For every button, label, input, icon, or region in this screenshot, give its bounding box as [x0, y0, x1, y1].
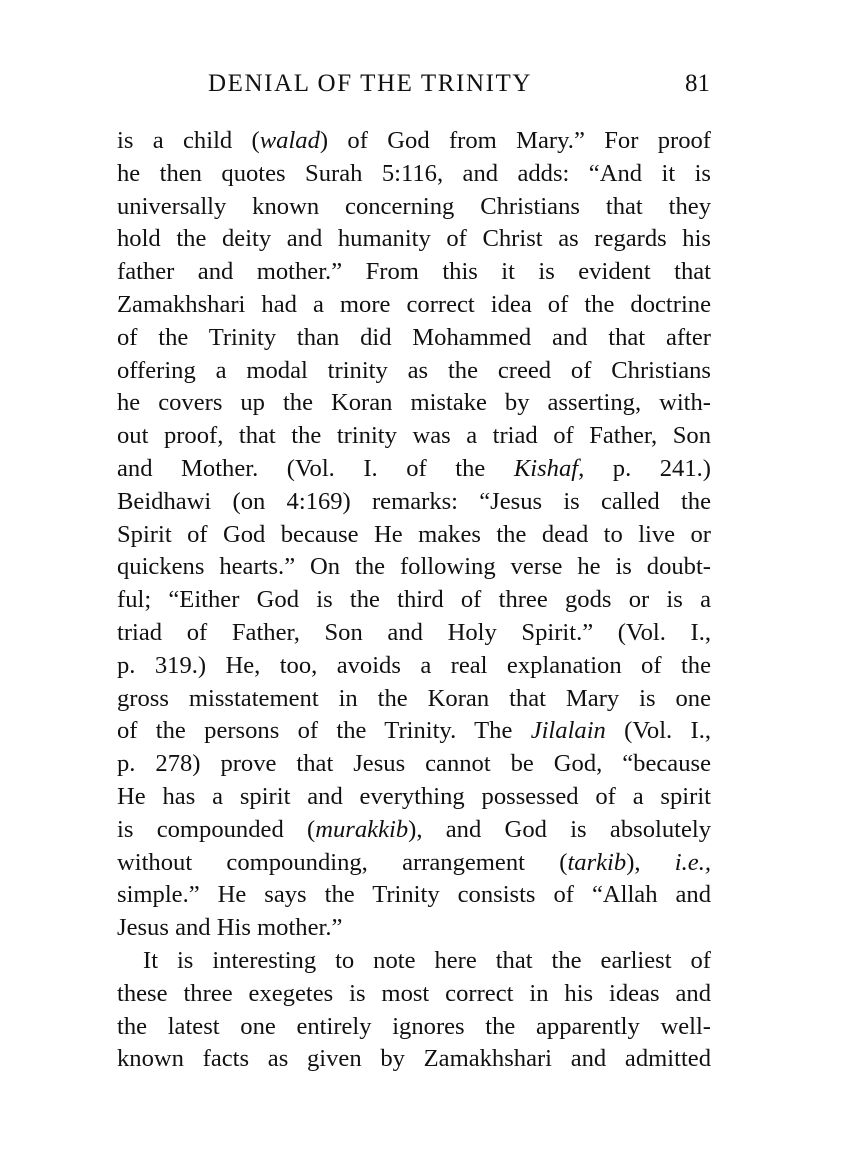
text-line — [117, 945, 711, 978]
text-line — [117, 1043, 711, 1076]
text-line — [117, 879, 711, 912]
text-run: (Vol. I., — [605, 717, 711, 745]
text-run: He has a spirit and everything possessed of a spirit — [117, 782, 711, 810]
text-run: simple.” He says the Trinity consists of “Allah and — [117, 881, 711, 909]
page-number: 81 — [685, 70, 710, 97]
text-line — [117, 519, 711, 552]
italic-term: walad — [259, 127, 320, 154]
text-line — [117, 551, 711, 584]
text-line — [117, 912, 711, 945]
text-run: Beidhawi (on 4:169) remarks: “Jesus is called the — [117, 487, 711, 515]
body-text — [117, 125, 711, 1076]
text-line — [117, 486, 711, 519]
text-run: ), — [626, 848, 675, 876]
text-run: of the Trinity than did Mohammed and that after — [117, 323, 711, 351]
text-run: these three exegetes is most correct in his ideas and — [117, 979, 711, 1007]
text-run: hold the deity and humanity of Christ as regards his — [117, 225, 711, 253]
text-run: quickens hearts.” On the following verse he is doubt- — [117, 553, 711, 581]
text-line — [117, 978, 711, 1011]
text-line — [117, 683, 711, 716]
text-line — [117, 256, 711, 289]
text-run: is compounded ( — [117, 815, 316, 843]
text-run: universally known concerning Christians that they — [117, 192, 711, 220]
italic-term: i.e., — [674, 848, 711, 876]
text-run: p. 319.) He, too, avoids a real explanation of the — [117, 651, 711, 679]
text-line — [117, 158, 711, 191]
text-line — [117, 715, 711, 748]
text-run: Zamakhshari had a more correct idea of the doctrine — [117, 290, 711, 318]
italic-term: murakkib — [315, 815, 409, 843]
text-run: he then quotes Surah 5:116, and adds: “And it is — [117, 159, 711, 187]
text-run: p. 241.) — [584, 454, 711, 482]
text-line — [117, 814, 711, 847]
text-line — [117, 420, 711, 453]
text-line — [117, 322, 711, 355]
text-run: father and mother.” From this it is evident that — [117, 258, 711, 286]
text-run: gross misstatement in the Koran that Mary is one — [117, 684, 711, 712]
text-line — [117, 617, 711, 650]
text-run: known facts as given by Zamakhshari and admitted — [117, 1045, 711, 1073]
text-run: the latest one entirely ignores the apparently well- — [117, 1012, 711, 1040]
italic-term: Kishaf, — [513, 454, 585, 482]
text-run: ) of God from Mary.” For proof — [319, 127, 711, 154]
text-run: triad of Father, Son and Holy Spirit.” (Vol. I., — [117, 618, 711, 646]
italic-term: tarkib — [567, 848, 627, 876]
text-line — [117, 453, 711, 486]
text-run: of the persons of the Trinity. The — [117, 717, 531, 745]
text-line — [117, 1011, 711, 1044]
text-line — [117, 584, 711, 617]
text-line — [117, 355, 711, 388]
text-run: It is interesting to note here that the earliest of — [143, 946, 711, 974]
text-run: he covers up the Koran mistake by asserting, with- — [117, 389, 711, 417]
text-line — [117, 387, 711, 420]
text-run: Spirit of God because He makes the dead to live or — [117, 520, 711, 548]
text-run: is a child ( — [117, 127, 260, 154]
text-line — [117, 847, 711, 880]
text-run: without compounding, arrangement ( — [117, 848, 568, 876]
text-run: Jesus and His mother.” — [117, 914, 343, 942]
running-head-title: DENIAL OF THE TRINITY — [208, 70, 533, 97]
text-line — [117, 223, 711, 256]
text-line — [117, 191, 711, 224]
text-run: offering a modal trinity as the creed of Christians — [117, 356, 711, 384]
text-line — [117, 781, 711, 814]
text-run: p. 278) prove that Jesus cannot be God, “because — [117, 750, 711, 778]
text-run: ful; “Either God is the third of three gods or is a — [117, 586, 711, 614]
text-run: out proof, that the trinity was a triad of Father, Son — [117, 422, 711, 450]
text-line — [117, 650, 711, 683]
text-line — [117, 125, 711, 158]
running-head — [116, 70, 710, 104]
italic-term: Jilalain — [530, 717, 606, 745]
text-line — [117, 289, 711, 322]
text-run: and Mother. (Vol. I. of the — [117, 454, 514, 482]
text-run: ), and God is absolutely — [408, 815, 711, 843]
text-line — [117, 748, 711, 781]
